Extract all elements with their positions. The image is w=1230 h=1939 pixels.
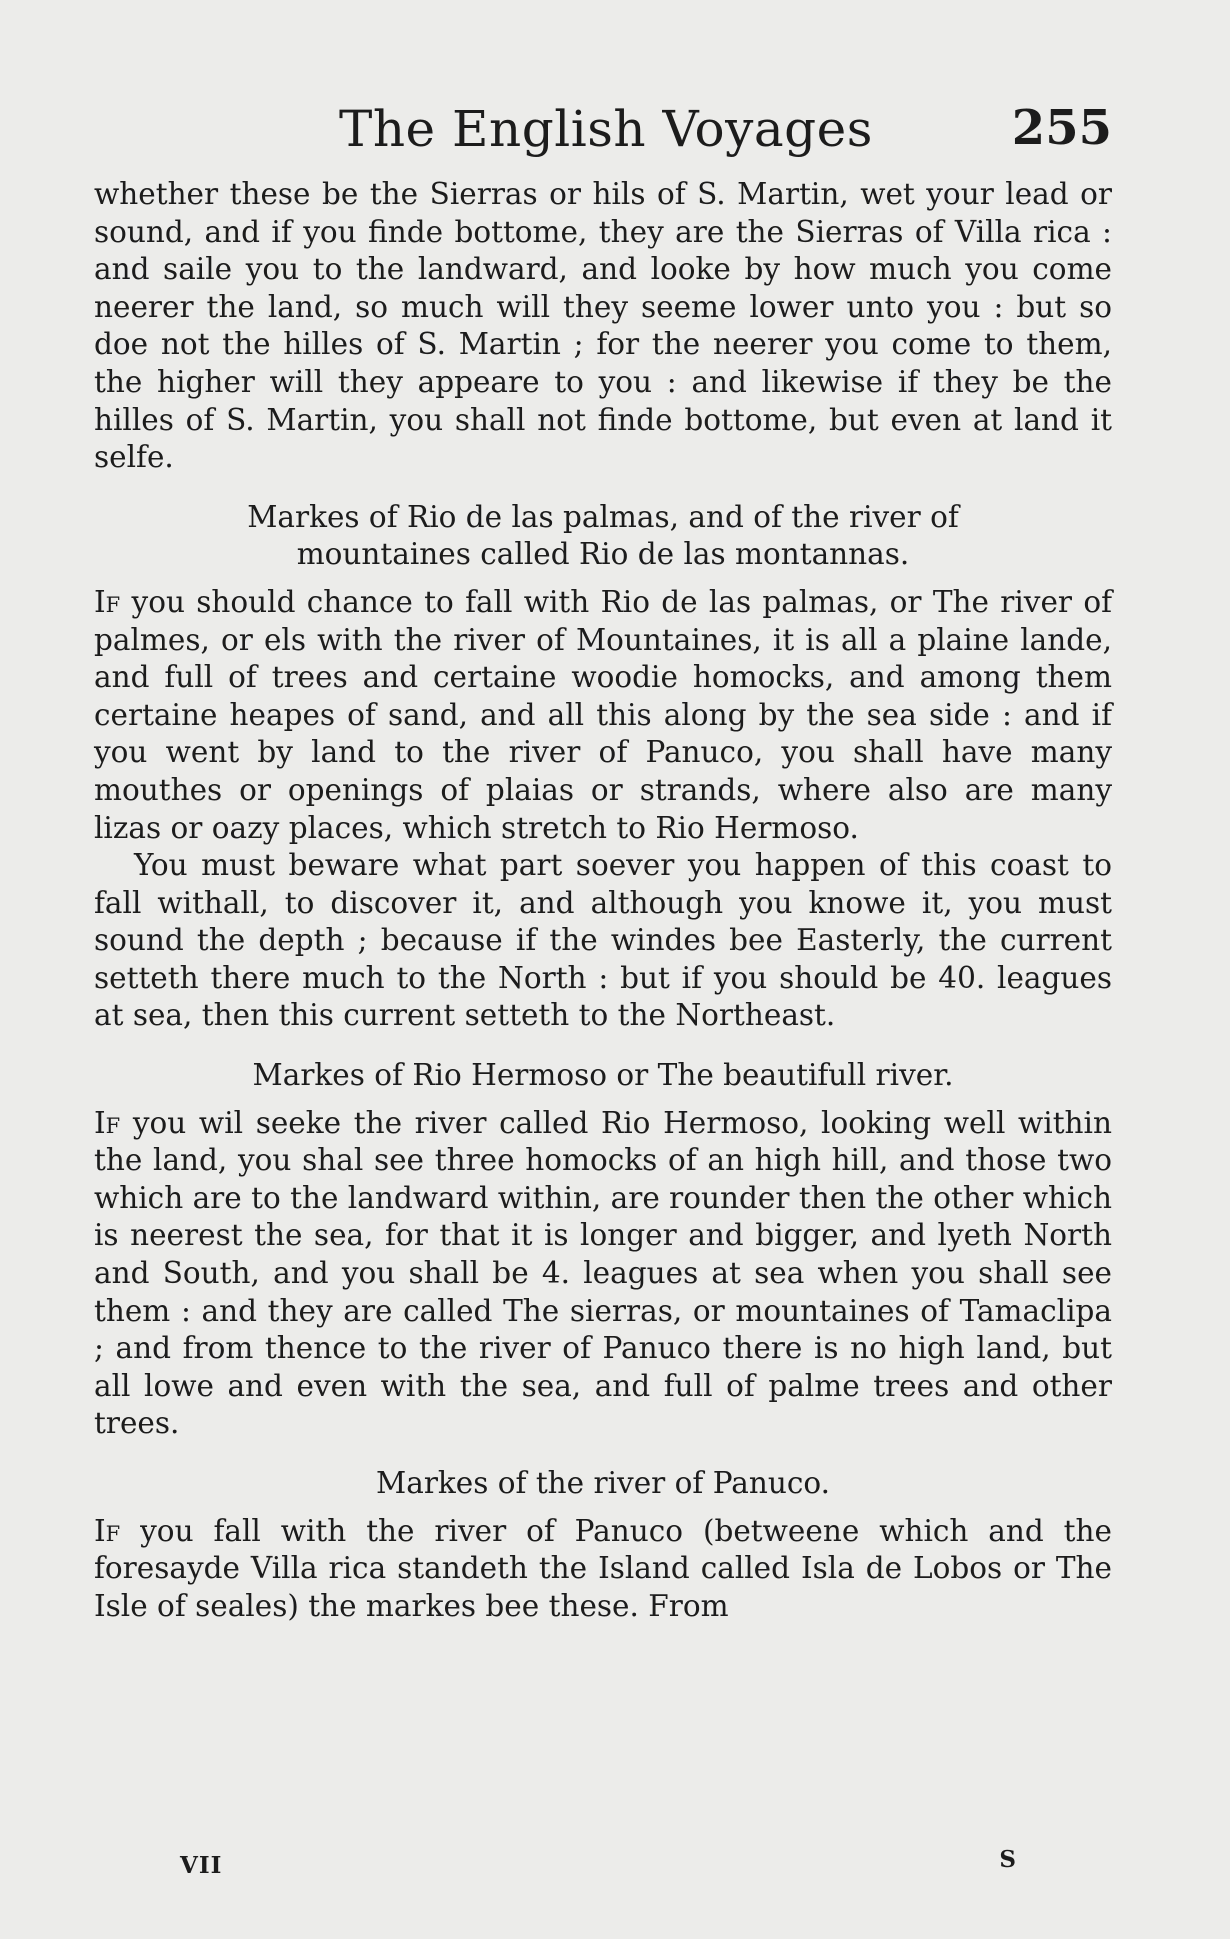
paragraph-panuco [94, 1513, 1112, 1626]
paragraph-text: you should chance to fall with Rio de las palmas, or The river of palmes, or els with the river of Mountaines, it is all a plaine lande, and full of trees and certaine woodie homocks, and among them certaine heapes of sand, and all this along by the sea side : and if you went by land to the river of Panuco, you shall have many mouthes or openings of plaias or strands, where also are many lizas or oazy places, which stretch to Rio Hermoso. [94, 584, 1112, 845]
page-footer [94, 1846, 1112, 1892]
section-heading-line-2: mountaines called Rio de las montannas. [296, 537, 910, 572]
paragraph-text: you wil seeke the river called Rio Hermoso, looking well within the land, you shal see three homocks of an high hill, and those two which are to the landward within, are rounder then the other which is neerest the sea, for that it is longer and bigger, and lyeth North and South, and you shall be 4. leagues at sea when you shall see them : and they are called The sierras, or mountaines of Tamaclipa ; and from thence to the river of Panuco there is no high land, but all lowe and even with the sea, and full of palme trees and other trees. [94, 1105, 1112, 1441]
page-title: The English Voyages [339, 100, 873, 158]
section-heading-rio-de-las-palmas [94, 499, 1112, 574]
paragraph-initial-word: If [94, 1105, 121, 1140]
paragraph-rio-de-las-palmas [94, 584, 1112, 847]
page-number: 255 [1011, 100, 1112, 156]
section-heading-line-1: Markes of Rio de las palmas, and of the river of [247, 499, 959, 534]
body-text [94, 176, 1112, 1625]
section-heading-rio-hermoso: Markes of Rio Hermoso or The beautifull river. [252, 1058, 954, 1093]
paragraph-initial-word: If [94, 1513, 121, 1548]
paragraph-rio-hermoso [94, 1105, 1112, 1443]
running-head [94, 100, 1112, 170]
paragraph-continued: whether these be the Sierras or hils of S. Martin, wet your lead or sound, and if you finde bottome, they are the Sierras of Villa rica : and saile you to the landward, and looke by how much you come neerer the land, so much will they seeme lower unto you : but so doe not the hilles of S. Martin ; for the neerer you come to them, the higher will they appeare to you : and likewise if they be the hilles of S. Martin, you shall not finde bottome, but even at land it selfe. [94, 177, 1112, 475]
volume-signature: VII [180, 1852, 223, 1879]
gathering-mark: S [999, 1846, 1016, 1873]
paragraph-initial-word: If [94, 584, 121, 619]
paragraph-text: you fall with the river of Panuco (betweene which and the foresayde Villa rica standeth the Island called Isla de Lobos or The Isle of seales) the markes bee these. From [94, 1513, 1112, 1623]
paragraph-beware: You must beware what part soever you happen of this coast to fall withall, to discover it, and although you knowe it, you must sound the depth ; because if the windes bee Easterly, the current setteth there much to the North : but if you should be 40. leagues at sea, then this current setteth to the Northeast. [94, 848, 1112, 1033]
section-heading-panuco: Markes of the river of Panuco. [376, 1466, 830, 1500]
